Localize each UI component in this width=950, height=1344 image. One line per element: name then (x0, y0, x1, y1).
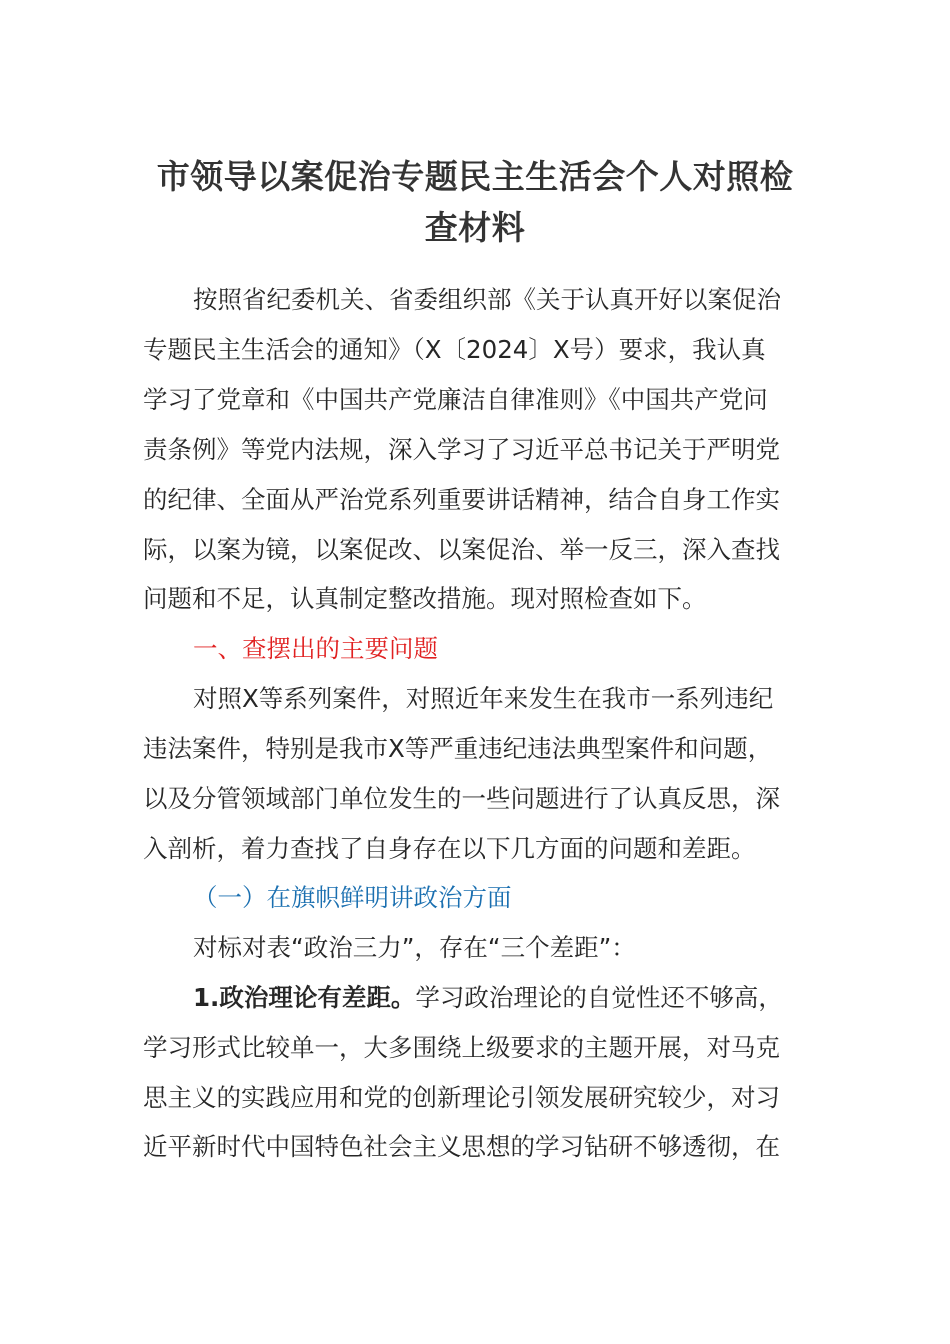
document-title-line-1: 市领导以案促治专题民主生活会个人对照检 (156, 157, 794, 196)
intro-paragraph-line: 际，以案为镜，以案促改、以案促治、举一反三，深入查找 (143, 535, 780, 564)
intro-paragraph-line: 的纪律、全面从严治党系列重要讲话精神，结合自身工作实 (143, 485, 780, 514)
intro-paragraph-line: 学习了党章和《中国共产党廉洁自律准则》《中国共产党问 (143, 385, 768, 414)
section-paragraph-line: 以及分管领域部门单位发生的一些问题进行了认真反思，深 (143, 784, 780, 813)
intro-paragraph-line: 按照省纪委机关、省委组织部《关于认真开好以案促治 (193, 285, 781, 314)
intro-paragraph-line: 问题和不足，认真制定整改措施。现对照检查如下。 (143, 584, 707, 613)
point-paragraph-first-line (193, 980, 863, 1016)
section-paragraph-line: 对照X等系列案件，对照近年来发生在我市一系列违纪 (193, 684, 774, 713)
point-paragraph-line: 学习形式比较单一，大多围绕上级要求的主题开展，对马克 (143, 1033, 780, 1062)
section-paragraph-line: 入剖析，着力查找了自身存在以下几方面的问题和差距。 (143, 834, 756, 863)
point-paragraph-line: 思主义的实践应用和党的创新理论引领发展研究较少，对习 (143, 1083, 780, 1112)
document-title-line-2: 查材料 (424, 208, 526, 247)
subsection-intro: 对标对表“政治三力”，存在“三个差距”： (193, 933, 636, 962)
subsection-heading: （一）在旗帜鲜明讲政治方面 (193, 883, 512, 912)
point-paragraph-line: 近平新时代中国特色社会主义思想的学习钻研不够透彻，在 (143, 1132, 780, 1161)
point-title: 1.政治理论有差距。 (193, 983, 416, 1012)
section-heading: 一、查摆出的主要问题 (193, 634, 438, 663)
intro-paragraph-line: 专题民主生活会的通知》（X〔2024〕X号）要求，我认真 (143, 335, 766, 364)
point-text: 学习政治理论的自觉性还不够高， (415, 983, 783, 1012)
intro-paragraph-line: 责条例》等党内法规，深入学习了习近平总书记关于严明党 (143, 435, 780, 464)
section-paragraph-line: 违法案件，特别是我市X等严重违纪违法典型案件和问题， (143, 734, 773, 763)
